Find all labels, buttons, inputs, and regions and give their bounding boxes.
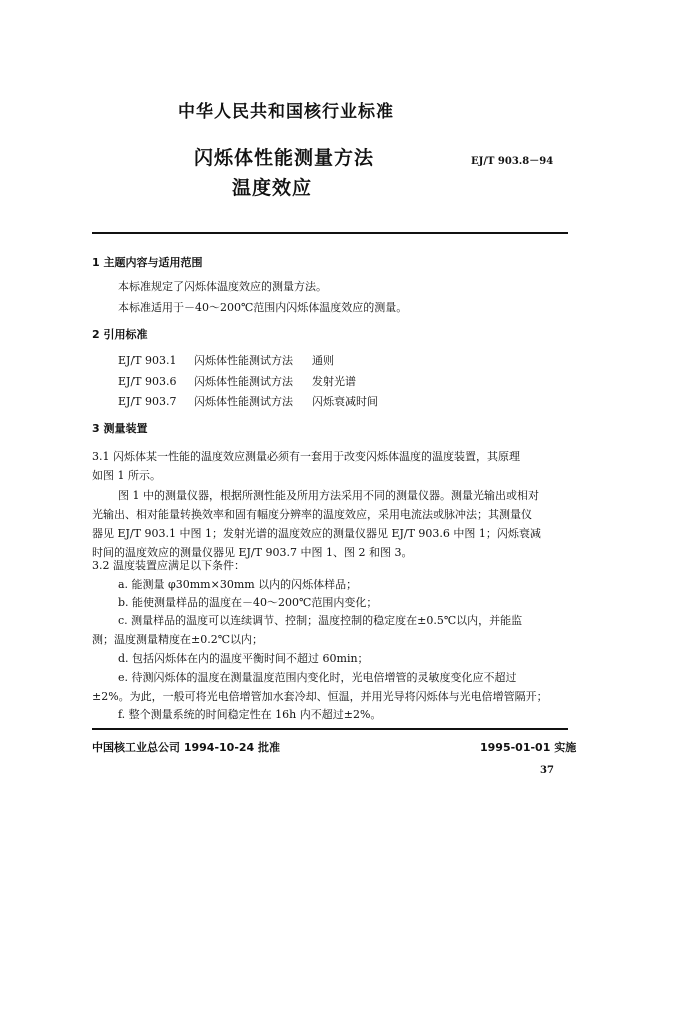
section-1-heading: 1 主题内容与适用范围 <box>92 256 203 269</box>
document-title-line2: 温度效应 <box>232 177 313 199</box>
section-1-paragraph-2: 本标准适用于－40～200℃范围内闪烁体温度效应的测量。 <box>118 301 408 314</box>
condition-item-c-line-1: c. 测量样品的温度可以连续调节、控制；温度控制的稳定度在±0.5℃以内，并能监 <box>118 614 523 627</box>
standard-number: EJ/T 903.8－94 <box>471 156 554 167</box>
reference-name: 闪烁体性能测试方法 <box>194 354 293 367</box>
clause-3-1-line-1: 3.1 闪烁体某一性能的温度效应测量必须有一套用于改变闪烁体温度的温度装置，其原理 <box>92 450 520 463</box>
figure-paragraph-line-1: 图 1 中的测量仪器，根据所测性能及所用方法采用不同的测量仪器。测量光输出或相对 <box>118 489 539 502</box>
condition-item-e-line-2: ±2%。为此，一般可将光电倍增管加水套冷却、恒温，并用光导将闪烁体与光电倍增管隔开； <box>92 690 548 703</box>
header-divider <box>92 232 568 234</box>
section-1-paragraph-1: 本标准规定了闪烁体温度效应的测量方法。 <box>118 280 327 293</box>
figure-paragraph-line-2: 光输出、相对能量转换效率和固有幅度分辨率的温度效应，采用电流法或脉冲法；其测量仪 <box>92 508 532 521</box>
condition-item-b: b. 能使测量样品的温度在－40～200℃范围内变化； <box>118 596 378 609</box>
reference-name: 闪烁体性能测试方法 <box>194 375 293 388</box>
page-number: 37 <box>540 765 554 776</box>
reference-item <box>118 352 334 368</box>
clause-3-1-line-2: 如图 1 所示。 <box>92 469 161 482</box>
reference-item <box>118 393 378 409</box>
reference-code: EJ/T 903.6 <box>118 375 177 388</box>
reference-name: 闪烁体性能测试方法 <box>194 395 293 408</box>
condition-item-d: d. 包括闪烁体在内的温度平衡时间不超过 60min； <box>118 652 369 665</box>
figure-paragraph-line-4: 时间的温度效应的测量仪器见 EJ/T 903.7 中图 1、图 2 和图 3。 <box>92 546 413 559</box>
reference-item <box>118 373 356 389</box>
clause-3-2: 3.2 温度装置应满足以下条件： <box>92 559 245 572</box>
section-3-heading: 3 测量装置 <box>92 422 148 435</box>
document-title-line1: 闪烁体性能测量方法 <box>194 147 375 169</box>
section-2-heading: 2 引用标准 <box>92 328 148 341</box>
effective-date: 1995-01-01 实施 <box>480 741 577 754</box>
reference-code: EJ/T 903.7 <box>118 395 177 408</box>
condition-item-a: a. 能测量 φ30mm×30mm 以内的闪烁体样品； <box>118 578 358 591</box>
reference-part: 通则 <box>312 354 334 367</box>
standard-organization: 中华人民共和国核行业标准 <box>178 102 394 122</box>
footer-divider <box>92 728 568 730</box>
reference-part: 发射光谱 <box>312 375 356 388</box>
reference-part: 闪烁衰减时间 <box>312 395 378 408</box>
reference-code: EJ/T 903.1 <box>118 354 177 367</box>
approval-date: 中国核工业总公司 1994-10-24 批准 <box>92 741 281 754</box>
condition-item-e-line-1: e. 待测闪烁体的温度在测量温度范围内变化时，光电倍增管的灵敏度变化应不超过 <box>118 671 517 684</box>
condition-item-c-line-2: 测；温度测量精度在±0.2℃以内； <box>92 633 264 646</box>
figure-paragraph-line-3: 器见 EJ/T 903.1 中图 1；发射光谱的温度效应的测量仪器见 EJ/T 903.6 中图 1；闪烁衰减 <box>92 527 541 540</box>
condition-item-f: f. 整个测量系统的时间稳定性在 16h 内不超过±2%。 <box>118 708 382 721</box>
